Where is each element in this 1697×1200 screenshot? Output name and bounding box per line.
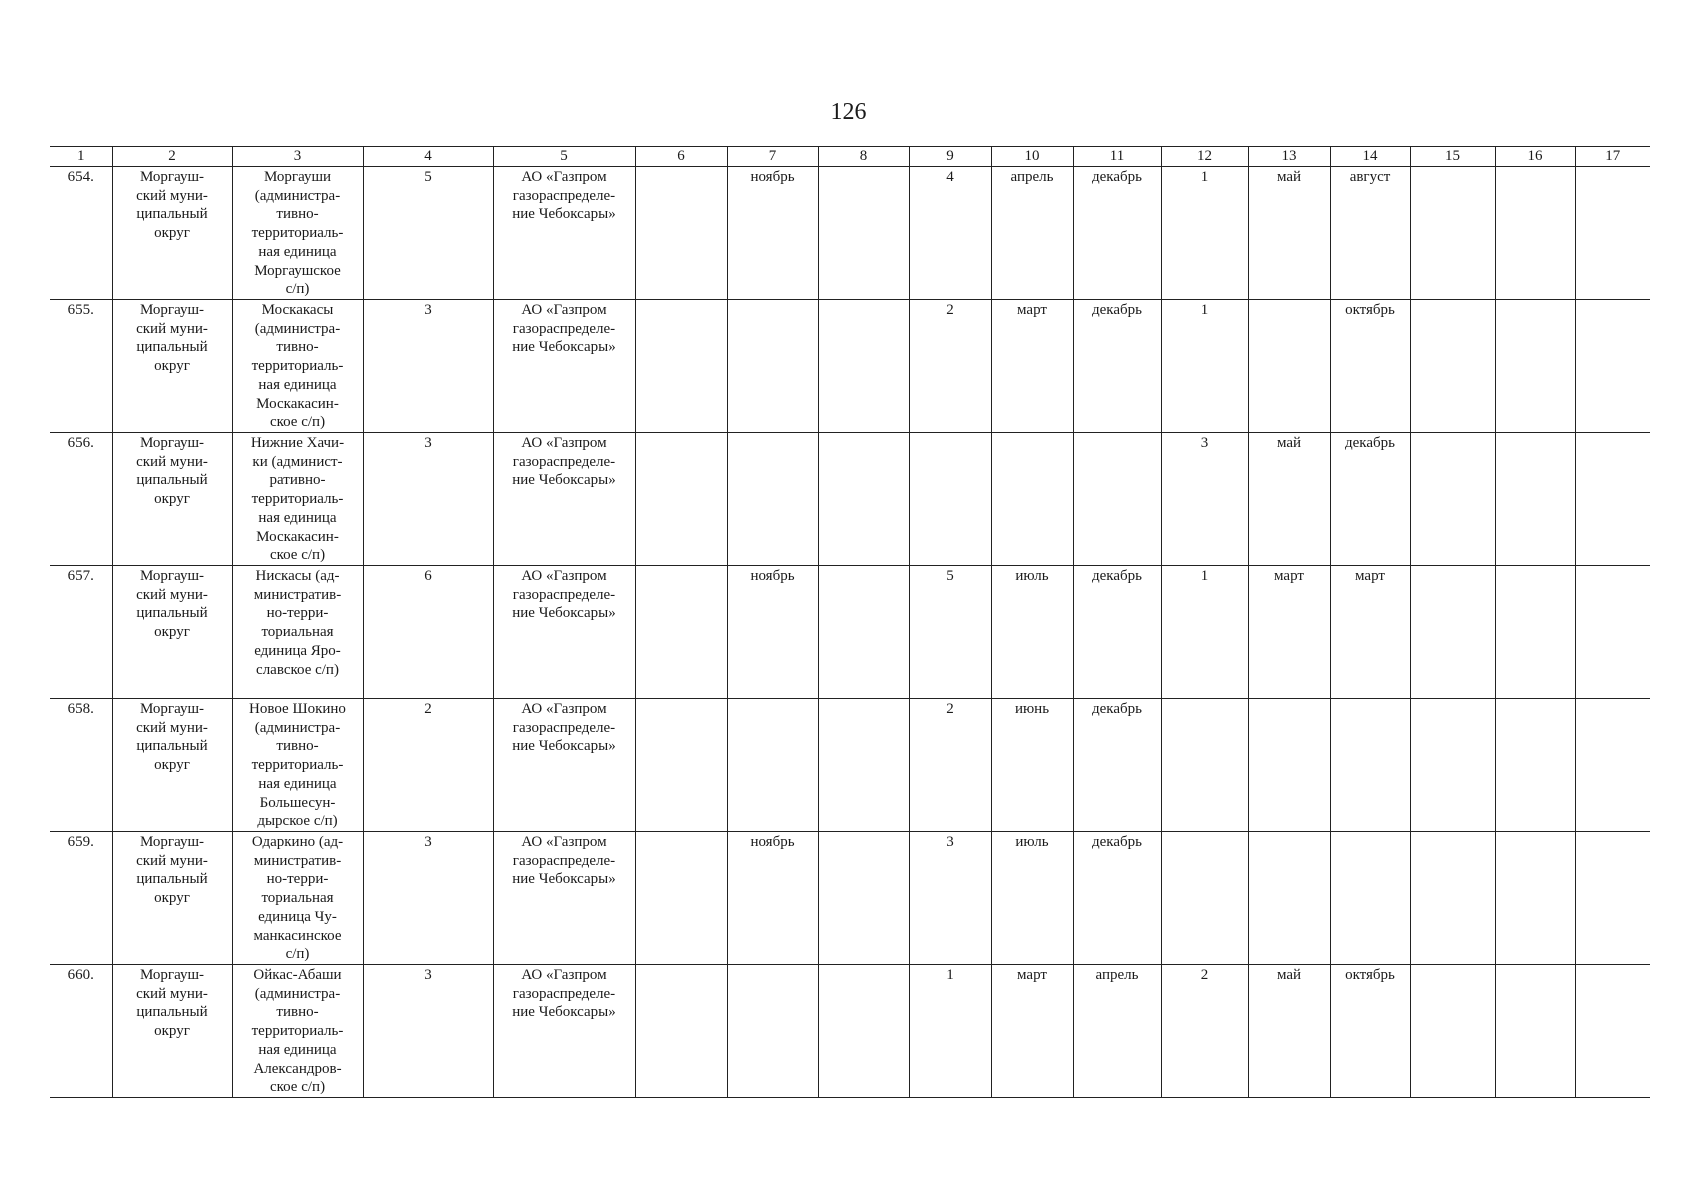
page-number: 126	[830, 99, 867, 125]
table-cell-col-2: Моргауш- ский муни- ципальный округ	[112, 167, 232, 300]
table-cell-col-13: март	[1248, 566, 1330, 699]
table-cell-col-3: Моргауши (администра- тивно- территориаль- ная единица Моргаушское с/п)	[232, 167, 363, 300]
table-cell-col-11: апрель	[1073, 965, 1161, 1098]
table-cell-col-7: ноябрь	[727, 832, 818, 965]
table-cell-col-17	[1575, 699, 1650, 832]
column-header-4: 4	[363, 147, 493, 167]
table-cell-col-8	[818, 832, 909, 965]
table-row	[50, 167, 1650, 300]
column-header-10: 10	[991, 147, 1073, 167]
column-header-1: 1	[50, 147, 112, 167]
table-cell-col-16	[1495, 965, 1575, 1098]
table-cell-col-8	[818, 300, 909, 433]
table-cell-col-4: 3	[363, 832, 493, 965]
table-cell-col-2: Моргауш- ский муни- ципальный округ	[112, 832, 232, 965]
column-header-6: 6	[635, 147, 727, 167]
table-cell-col-17	[1575, 433, 1650, 566]
table-cell-col-12: 1	[1161, 167, 1248, 300]
table-cell-col-1: 658.	[50, 699, 112, 832]
column-header-11: 11	[1073, 147, 1161, 167]
table-cell-col-1: 654.	[50, 167, 112, 300]
table-cell-col-14: октябрь	[1330, 965, 1410, 1098]
table-cell-col-3: Москакасы (администра- тивно- территориаль- ная единица Москакасин- ское с/п)	[232, 300, 363, 433]
table-cell-col-9	[909, 433, 991, 566]
column-header-14: 14	[1330, 147, 1410, 167]
table-cell-col-11	[1073, 433, 1161, 566]
table-cell-col-5: АО «Газпром газораспределе- ние Чебоксары»	[493, 699, 635, 832]
table-cell-col-6	[635, 832, 727, 965]
table-cell-col-5: АО «Газпром газораспределе- ние Чебоксары»	[493, 167, 635, 300]
table-cell-col-12: 3	[1161, 433, 1248, 566]
table-cell-col-16	[1495, 832, 1575, 965]
table-cell-col-14: октябрь	[1330, 300, 1410, 433]
table-cell-col-1: 657.	[50, 566, 112, 699]
table-cell-col-12	[1161, 832, 1248, 965]
table-cell-col-6	[635, 965, 727, 1098]
table-cell-col-1: 659.	[50, 832, 112, 965]
table-row	[50, 566, 1650, 699]
table-row	[50, 699, 1650, 832]
table-cell-col-14: март	[1330, 566, 1410, 699]
table-cell-col-9: 5	[909, 566, 991, 699]
table-header	[50, 147, 1650, 167]
table-cell-col-14	[1330, 699, 1410, 832]
table-cell-col-15	[1410, 300, 1495, 433]
table-cell-col-3: Нижние Хачи- ки (админист- ративно- территориаль- ная единица Москакасин- ское с/п)	[232, 433, 363, 566]
table-cell-col-7	[727, 300, 818, 433]
table-row	[50, 300, 1650, 433]
table-cell-col-16	[1495, 167, 1575, 300]
table-cell-col-7: ноябрь	[727, 566, 818, 699]
column-header-9: 9	[909, 147, 991, 167]
table-cell-col-11: декабрь	[1073, 300, 1161, 433]
table-cell-col-5: АО «Газпром газораспределе- ние Чебоксары»	[493, 433, 635, 566]
table-cell-col-4: 3	[363, 965, 493, 1098]
table-cell-col-17	[1575, 566, 1650, 699]
table-cell-col-4: 3	[363, 433, 493, 566]
table-cell-col-13	[1248, 832, 1330, 965]
table-cell-col-8	[818, 566, 909, 699]
table-cell-col-15	[1410, 832, 1495, 965]
table-cell-col-9: 2	[909, 300, 991, 433]
table-cell-col-1: 656.	[50, 433, 112, 566]
table-cell-col-4: 6	[363, 566, 493, 699]
table-cell-col-13: май	[1248, 965, 1330, 1098]
table-cell-col-17	[1575, 167, 1650, 300]
table-cell-col-16	[1495, 300, 1575, 433]
column-header-5: 5	[493, 147, 635, 167]
table-cell-col-3: Новое Шокино (администра- тивно- территориаль- ная единица Большесун- дырское с/п)	[232, 699, 363, 832]
table-cell-col-7	[727, 433, 818, 566]
table-cell-col-8	[818, 433, 909, 566]
table-cell-col-8	[818, 699, 909, 832]
column-header-12: 12	[1161, 147, 1248, 167]
table-cell-col-5: АО «Газпром газораспределе- ние Чебоксары»	[493, 965, 635, 1098]
table-cell-col-15	[1410, 566, 1495, 699]
table-cell-col-15	[1410, 699, 1495, 832]
table-cell-col-6	[635, 167, 727, 300]
table-cell-col-2: Моргауш- ский муни- ципальный округ	[112, 566, 232, 699]
table-cell-col-4: 2	[363, 699, 493, 832]
table-cell-col-13: май	[1248, 433, 1330, 566]
table-cell-col-12: 2	[1161, 965, 1248, 1098]
table-cell-col-11: декабрь	[1073, 566, 1161, 699]
column-header-3: 3	[232, 147, 363, 167]
table-cell-col-1: 660.	[50, 965, 112, 1098]
table-cell-col-7: ноябрь	[727, 167, 818, 300]
table-cell-col-8	[818, 167, 909, 300]
table-cell-col-5: АО «Газпром газораспределе- ние Чебоксары»	[493, 832, 635, 965]
table-cell-col-7	[727, 965, 818, 1098]
table-cell-col-1: 655.	[50, 300, 112, 433]
table-cell-col-16	[1495, 433, 1575, 566]
column-header-8: 8	[818, 147, 909, 167]
table-cell-col-16	[1495, 699, 1575, 832]
table-cell-col-13	[1248, 699, 1330, 832]
table-cell-col-9: 1	[909, 965, 991, 1098]
table-cell-col-15	[1410, 167, 1495, 300]
table-cell-col-10	[991, 433, 1073, 566]
table-cell-col-2: Моргауш- ский муни- ципальный округ	[112, 300, 232, 433]
table-cell-col-2: Моргауш- ский муни- ципальный округ	[112, 433, 232, 566]
table-cell-col-13	[1248, 300, 1330, 433]
table-row	[50, 965, 1650, 1098]
table-cell-col-10: июнь	[991, 699, 1073, 832]
table-cell-col-6	[635, 699, 727, 832]
table-cell-col-14: декабрь	[1330, 433, 1410, 566]
table-cell-col-10: апрель	[991, 167, 1073, 300]
table-cell-col-10: июль	[991, 566, 1073, 699]
schedule-table	[50, 146, 1650, 1098]
table-cell-col-6	[635, 566, 727, 699]
column-header-7: 7	[727, 147, 818, 167]
table-body	[50, 167, 1650, 1098]
table-cell-col-11: декабрь	[1073, 832, 1161, 965]
column-header-13: 13	[1248, 147, 1330, 167]
table-cell-col-3: Ойкас-Абаши (администра- тивно- территориаль- ная единица Александров- ское с/п)	[232, 965, 363, 1098]
table-cell-col-7	[727, 699, 818, 832]
table-cell-col-12: 1	[1161, 566, 1248, 699]
table-cell-col-14: август	[1330, 167, 1410, 300]
table-cell-col-3: Нискасы (ад- министратив- но-терри- ториальная единица Яро- славское с/п)	[232, 566, 363, 699]
table-cell-col-16	[1495, 566, 1575, 699]
table-row	[50, 433, 1650, 566]
table-cell-col-12: 1	[1161, 300, 1248, 433]
table-cell-col-6	[635, 300, 727, 433]
table-cell-col-10: июль	[991, 832, 1073, 965]
table-cell-col-5: АО «Газпром газораспределе- ние Чебоксары»	[493, 300, 635, 433]
header-row	[50, 147, 1650, 167]
table-cell-col-17	[1575, 832, 1650, 965]
table-cell-col-17	[1575, 300, 1650, 433]
column-header-15: 15	[1410, 147, 1495, 167]
table-cell-col-4: 3	[363, 300, 493, 433]
table-cell-col-6	[635, 433, 727, 566]
column-header-17: 17	[1575, 147, 1650, 167]
table-cell-col-10: март	[991, 300, 1073, 433]
table-cell-col-8	[818, 965, 909, 1098]
table-cell-col-9: 4	[909, 167, 991, 300]
table-cell-col-17	[1575, 965, 1650, 1098]
table-cell-col-15	[1410, 433, 1495, 566]
table-cell-col-5: АО «Газпром газораспределе- ние Чебоксары»	[493, 566, 635, 699]
table-row	[50, 832, 1650, 965]
table-cell-col-12	[1161, 699, 1248, 832]
table-cell-col-11: декабрь	[1073, 167, 1161, 300]
table-cell-col-9: 3	[909, 832, 991, 965]
column-header-2: 2	[112, 147, 232, 167]
table-cell-col-13: май	[1248, 167, 1330, 300]
table-cell-col-15	[1410, 965, 1495, 1098]
table-cell-col-11: декабрь	[1073, 699, 1161, 832]
table-cell-col-2: Моргауш- ский муни- ципальный округ	[112, 965, 232, 1098]
table-cell-col-2: Моргауш- ский муни- ципальный округ	[112, 699, 232, 832]
table-cell-col-14	[1330, 832, 1410, 965]
column-header-16: 16	[1495, 147, 1575, 167]
table-cell-col-3: Одаркино (ад- министратив- но-терри- ториальная единица Чу- манкасинское с/п)	[232, 832, 363, 965]
table-cell-col-10: март	[991, 965, 1073, 1098]
table-cell-col-4: 5	[363, 167, 493, 300]
table-cell-col-9: 2	[909, 699, 991, 832]
